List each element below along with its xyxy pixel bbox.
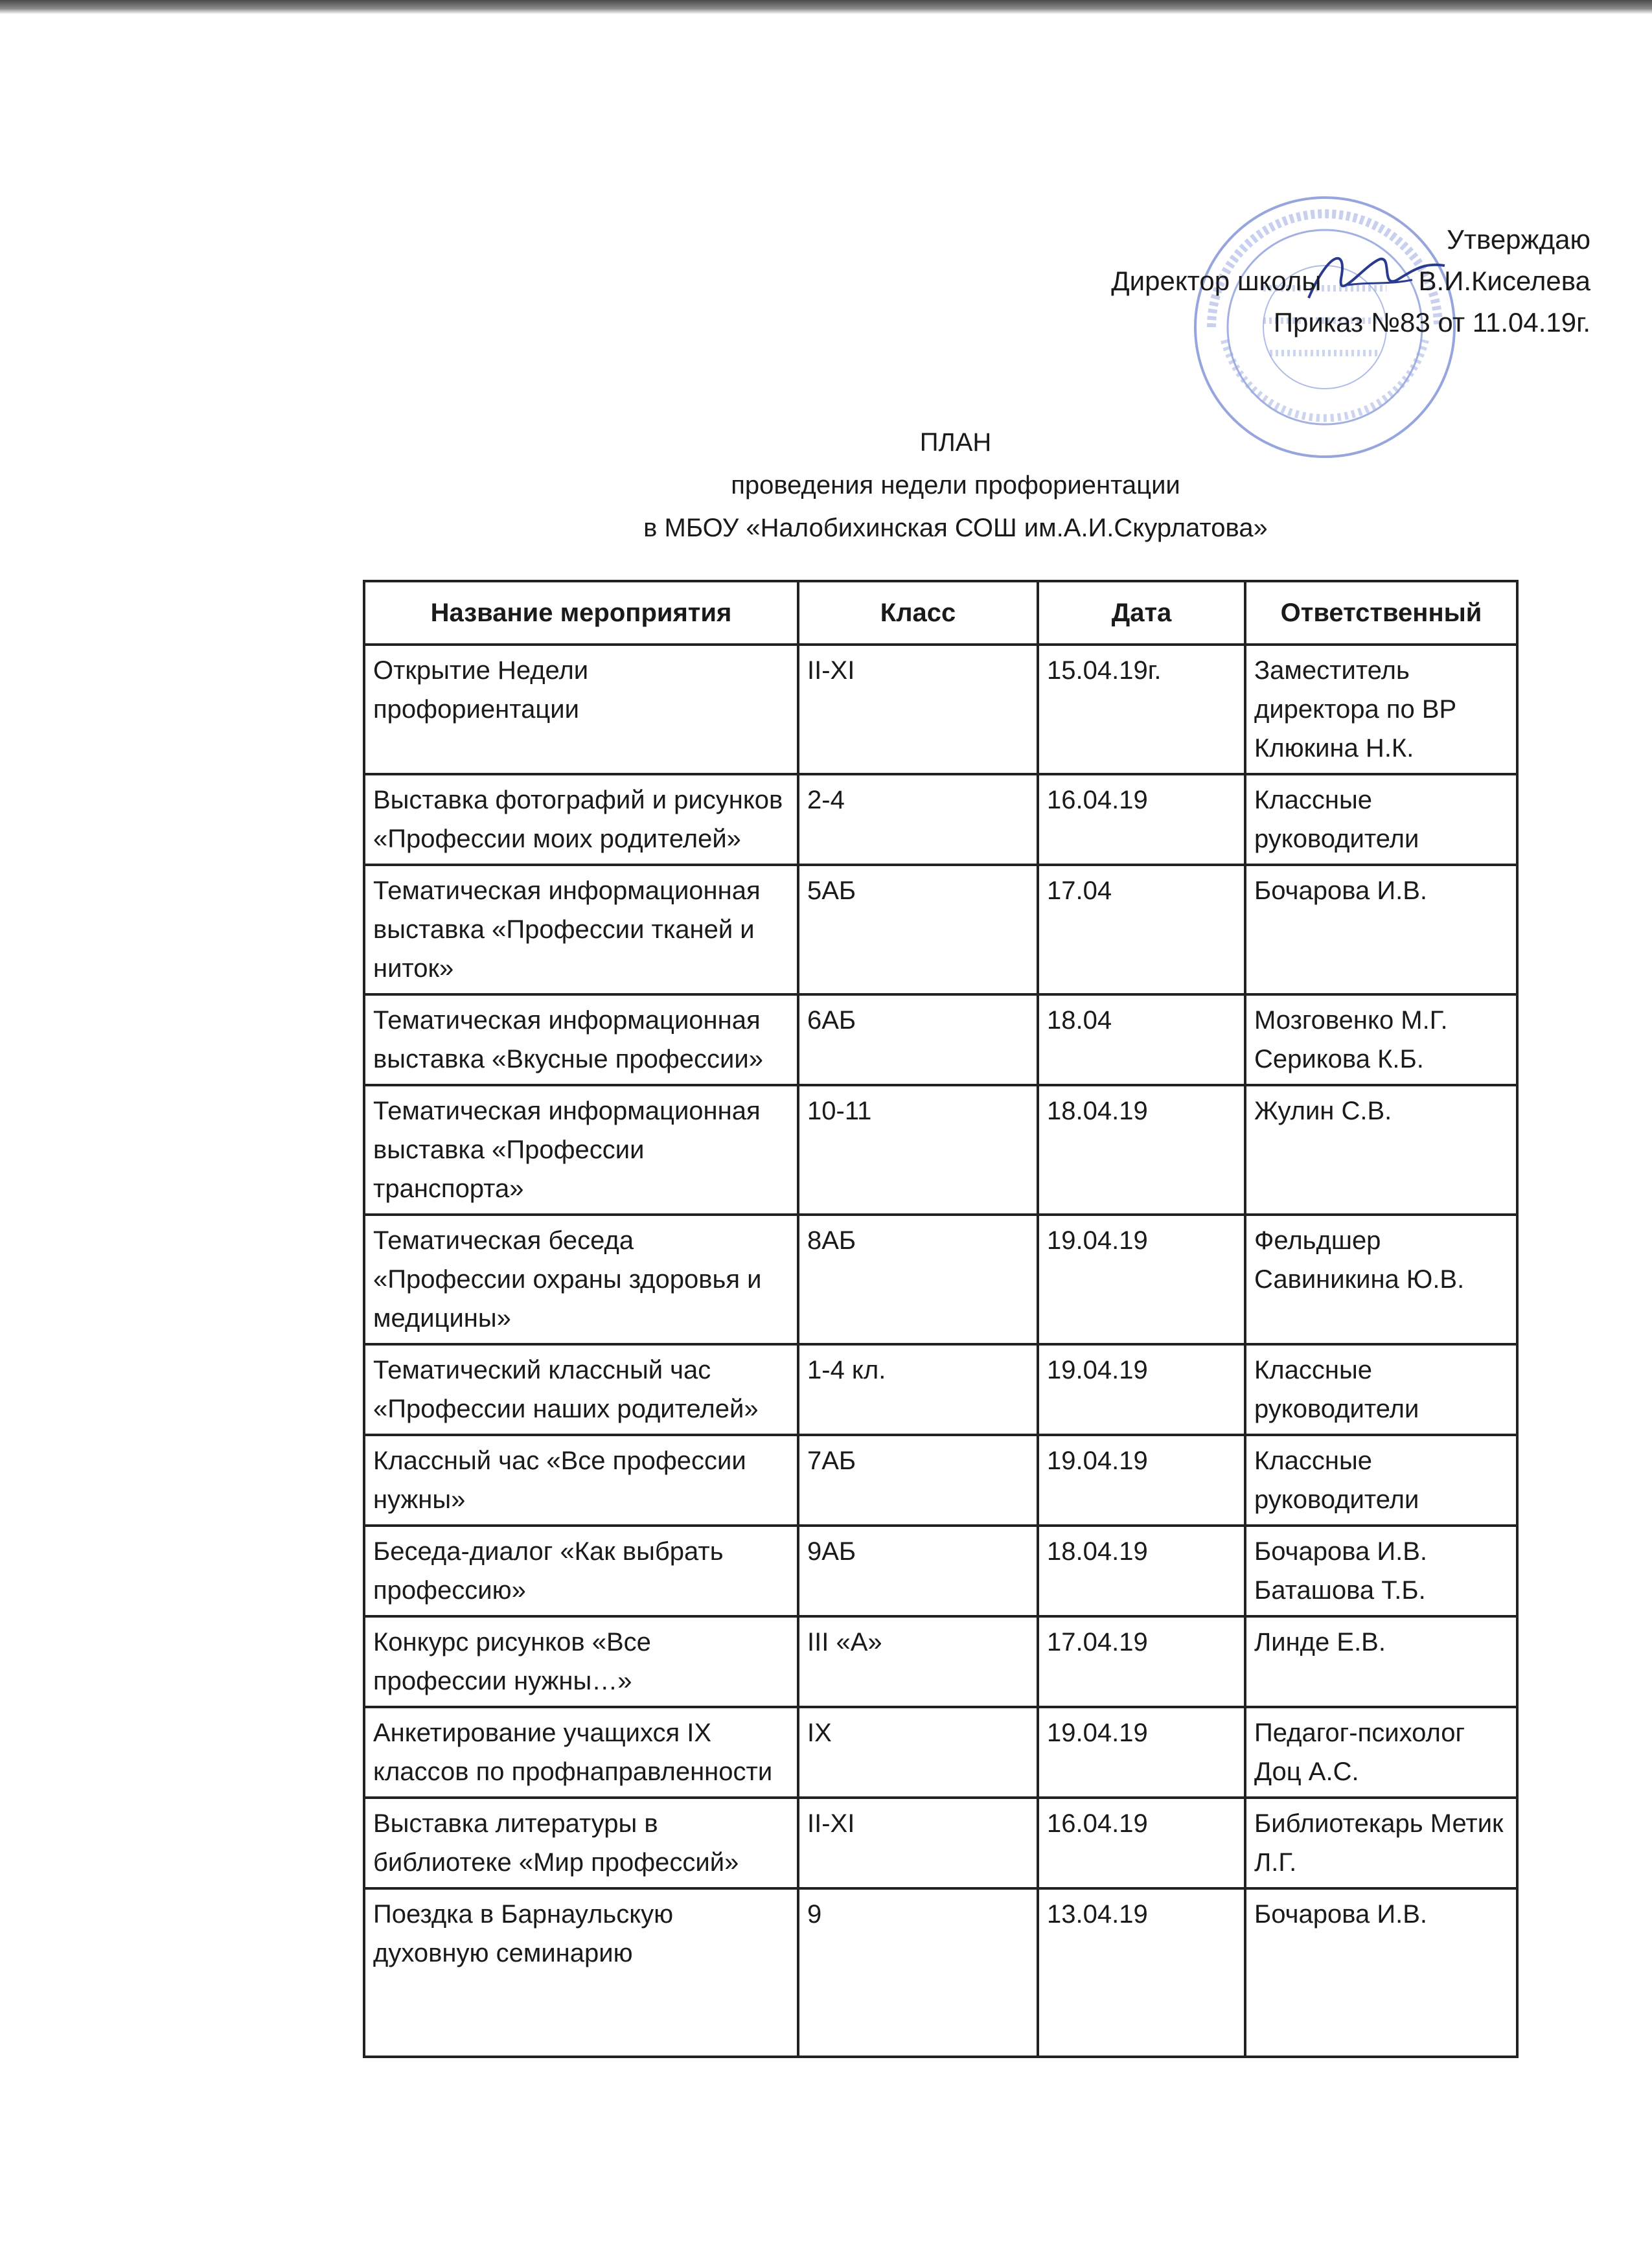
cell-class: 10-11	[798, 1085, 1038, 1215]
cell-date: 18.04	[1038, 994, 1245, 1085]
cell-class: II-XI	[798, 645, 1038, 774]
title-line-3: в МБОУ «Налобихинская СОШ им.А.И.Скурлатова»	[643, 514, 1268, 542]
cell-responsible: Бочарова И.В. Баташова Т.Б.	[1245, 1526, 1517, 1616]
cell-date: 17.04.19	[1038, 1616, 1245, 1707]
cell-responsible: Классные руководители	[1245, 1344, 1517, 1435]
cell-class: 9	[798, 1888, 1038, 2057]
events-table	[363, 580, 1519, 2058]
cell-responsible: Бочарова И.В.	[1245, 865, 1517, 994]
table-row	[364, 865, 1517, 994]
cell-event: Тематическая информационная выставка «Вкусные профессии»	[364, 994, 798, 1085]
cell-date: 17.04	[1038, 865, 1245, 994]
approval-name: В.И.Киселева	[1418, 266, 1590, 296]
cell-event: Тематический классный час «Профессии наших родителей»	[364, 1344, 798, 1435]
cell-date: 19.04.19	[1038, 1215, 1245, 1344]
cell-date: 19.04.19	[1038, 1344, 1245, 1435]
cell-date: 13.04.19	[1038, 1888, 1245, 2057]
cell-class: II-XI	[798, 1798, 1038, 1888]
cell-event: Открытие Недели профориентации	[364, 645, 798, 774]
cell-class: 8АБ	[798, 1215, 1038, 1344]
cell-event: Выставка фотографий и рисунков «Профессии моих родителей»	[364, 774, 798, 865]
cell-responsible: Заместитель директора по ВР Клюкина Н.К.	[1245, 645, 1517, 774]
title-line-1: ПЛАН	[919, 428, 992, 457]
cell-responsible: Библиотекарь Метик Л.Г.	[1245, 1798, 1517, 1888]
table-row	[364, 645, 1517, 774]
header-responsible: Ответственный	[1245, 581, 1517, 645]
title-line-2: проведения недели профориентации	[731, 471, 1180, 499]
cell-responsible: Жулин С.В.	[1245, 1085, 1517, 1215]
cell-class: 6АБ	[798, 994, 1038, 1085]
table-row	[364, 1435, 1517, 1526]
cell-class: 7АБ	[798, 1435, 1038, 1526]
cell-responsible: Классные руководители	[1245, 774, 1517, 865]
approval-position: Директор школы	[1111, 266, 1322, 296]
cell-event: Тематическая информационная выставка «Профессии транспорта»	[364, 1085, 798, 1215]
table-row	[364, 1215, 1517, 1344]
cell-responsible: Классные руководители	[1245, 1435, 1517, 1526]
document-title	[0, 421, 1652, 549]
cell-event: Беседа-диалог «Как выбрать профессию»	[364, 1526, 798, 1616]
cell-date: 18.04.19	[1038, 1526, 1245, 1616]
approval-block	[1111, 219, 1590, 343]
cell-class: 9АБ	[798, 1526, 1038, 1616]
cell-responsible: Фельдшер Савиникина Ю.В.	[1245, 1215, 1517, 1344]
cell-class: 2-4	[798, 774, 1038, 865]
table-row	[364, 1526, 1517, 1616]
cell-class: IX	[798, 1707, 1038, 1798]
cell-date: 16.04.19	[1038, 1798, 1245, 1888]
cell-date: 19.04.19	[1038, 1435, 1245, 1526]
scan-edge	[0, 0, 1652, 14]
table-row	[364, 994, 1517, 1085]
table-row	[364, 1798, 1517, 1888]
table-row	[364, 774, 1517, 865]
cell-class: III «А»	[798, 1616, 1038, 1707]
approval-order: Приказ №83 от 11.04.19г.	[1273, 307, 1590, 338]
cell-responsible: Линде Е.В.	[1245, 1616, 1517, 1707]
cell-event: Анкетирование учащихся IX классов по профнаправленности	[364, 1707, 798, 1798]
cell-date: 15.04.19г.	[1038, 645, 1245, 774]
header-date: Дата	[1038, 581, 1245, 645]
header-class: Класс	[798, 581, 1038, 645]
cell-class: 5АБ	[798, 865, 1038, 994]
table-row	[364, 1888, 1517, 2057]
table-row	[364, 1344, 1517, 1435]
cell-event: Конкурс рисунков «Все профессии нужны…»	[364, 1616, 798, 1707]
table-row	[364, 1707, 1517, 1798]
cell-date: 18.04.19	[1038, 1085, 1245, 1215]
table-row	[364, 1616, 1517, 1707]
cell-responsible: Мозговенко М.Г. Серикова К.Б.	[1245, 994, 1517, 1085]
cell-responsible: Бочарова И.В.	[1245, 1888, 1517, 2057]
cell-event: Классный час «Все профессии нужны»	[364, 1435, 798, 1526]
table-header-row	[364, 581, 1517, 645]
cell-date: 19.04.19	[1038, 1707, 1245, 1798]
table-row	[364, 1085, 1517, 1215]
cell-responsible: Педагог-психолог Доц А.С.	[1245, 1707, 1517, 1798]
cell-event: Тематическая беседа «Профессии охраны здоровья и медицины»	[364, 1215, 798, 1344]
cell-event: Выставка литературы в библиотеке «Мир профессий»	[364, 1798, 798, 1888]
cell-event: Поездка в Барнаульскую духовную семинарию	[364, 1888, 798, 2057]
header-event: Название мероприятия	[364, 581, 798, 645]
approval-signer	[1111, 260, 1590, 302]
cell-date: 16.04.19	[1038, 774, 1245, 865]
cell-class: 1-4 кл.	[798, 1344, 1038, 1435]
approval-title: Утверждаю	[1447, 224, 1590, 255]
cell-event: Тематическая информационная выставка «Профессии тканей и ниток»	[364, 865, 798, 994]
